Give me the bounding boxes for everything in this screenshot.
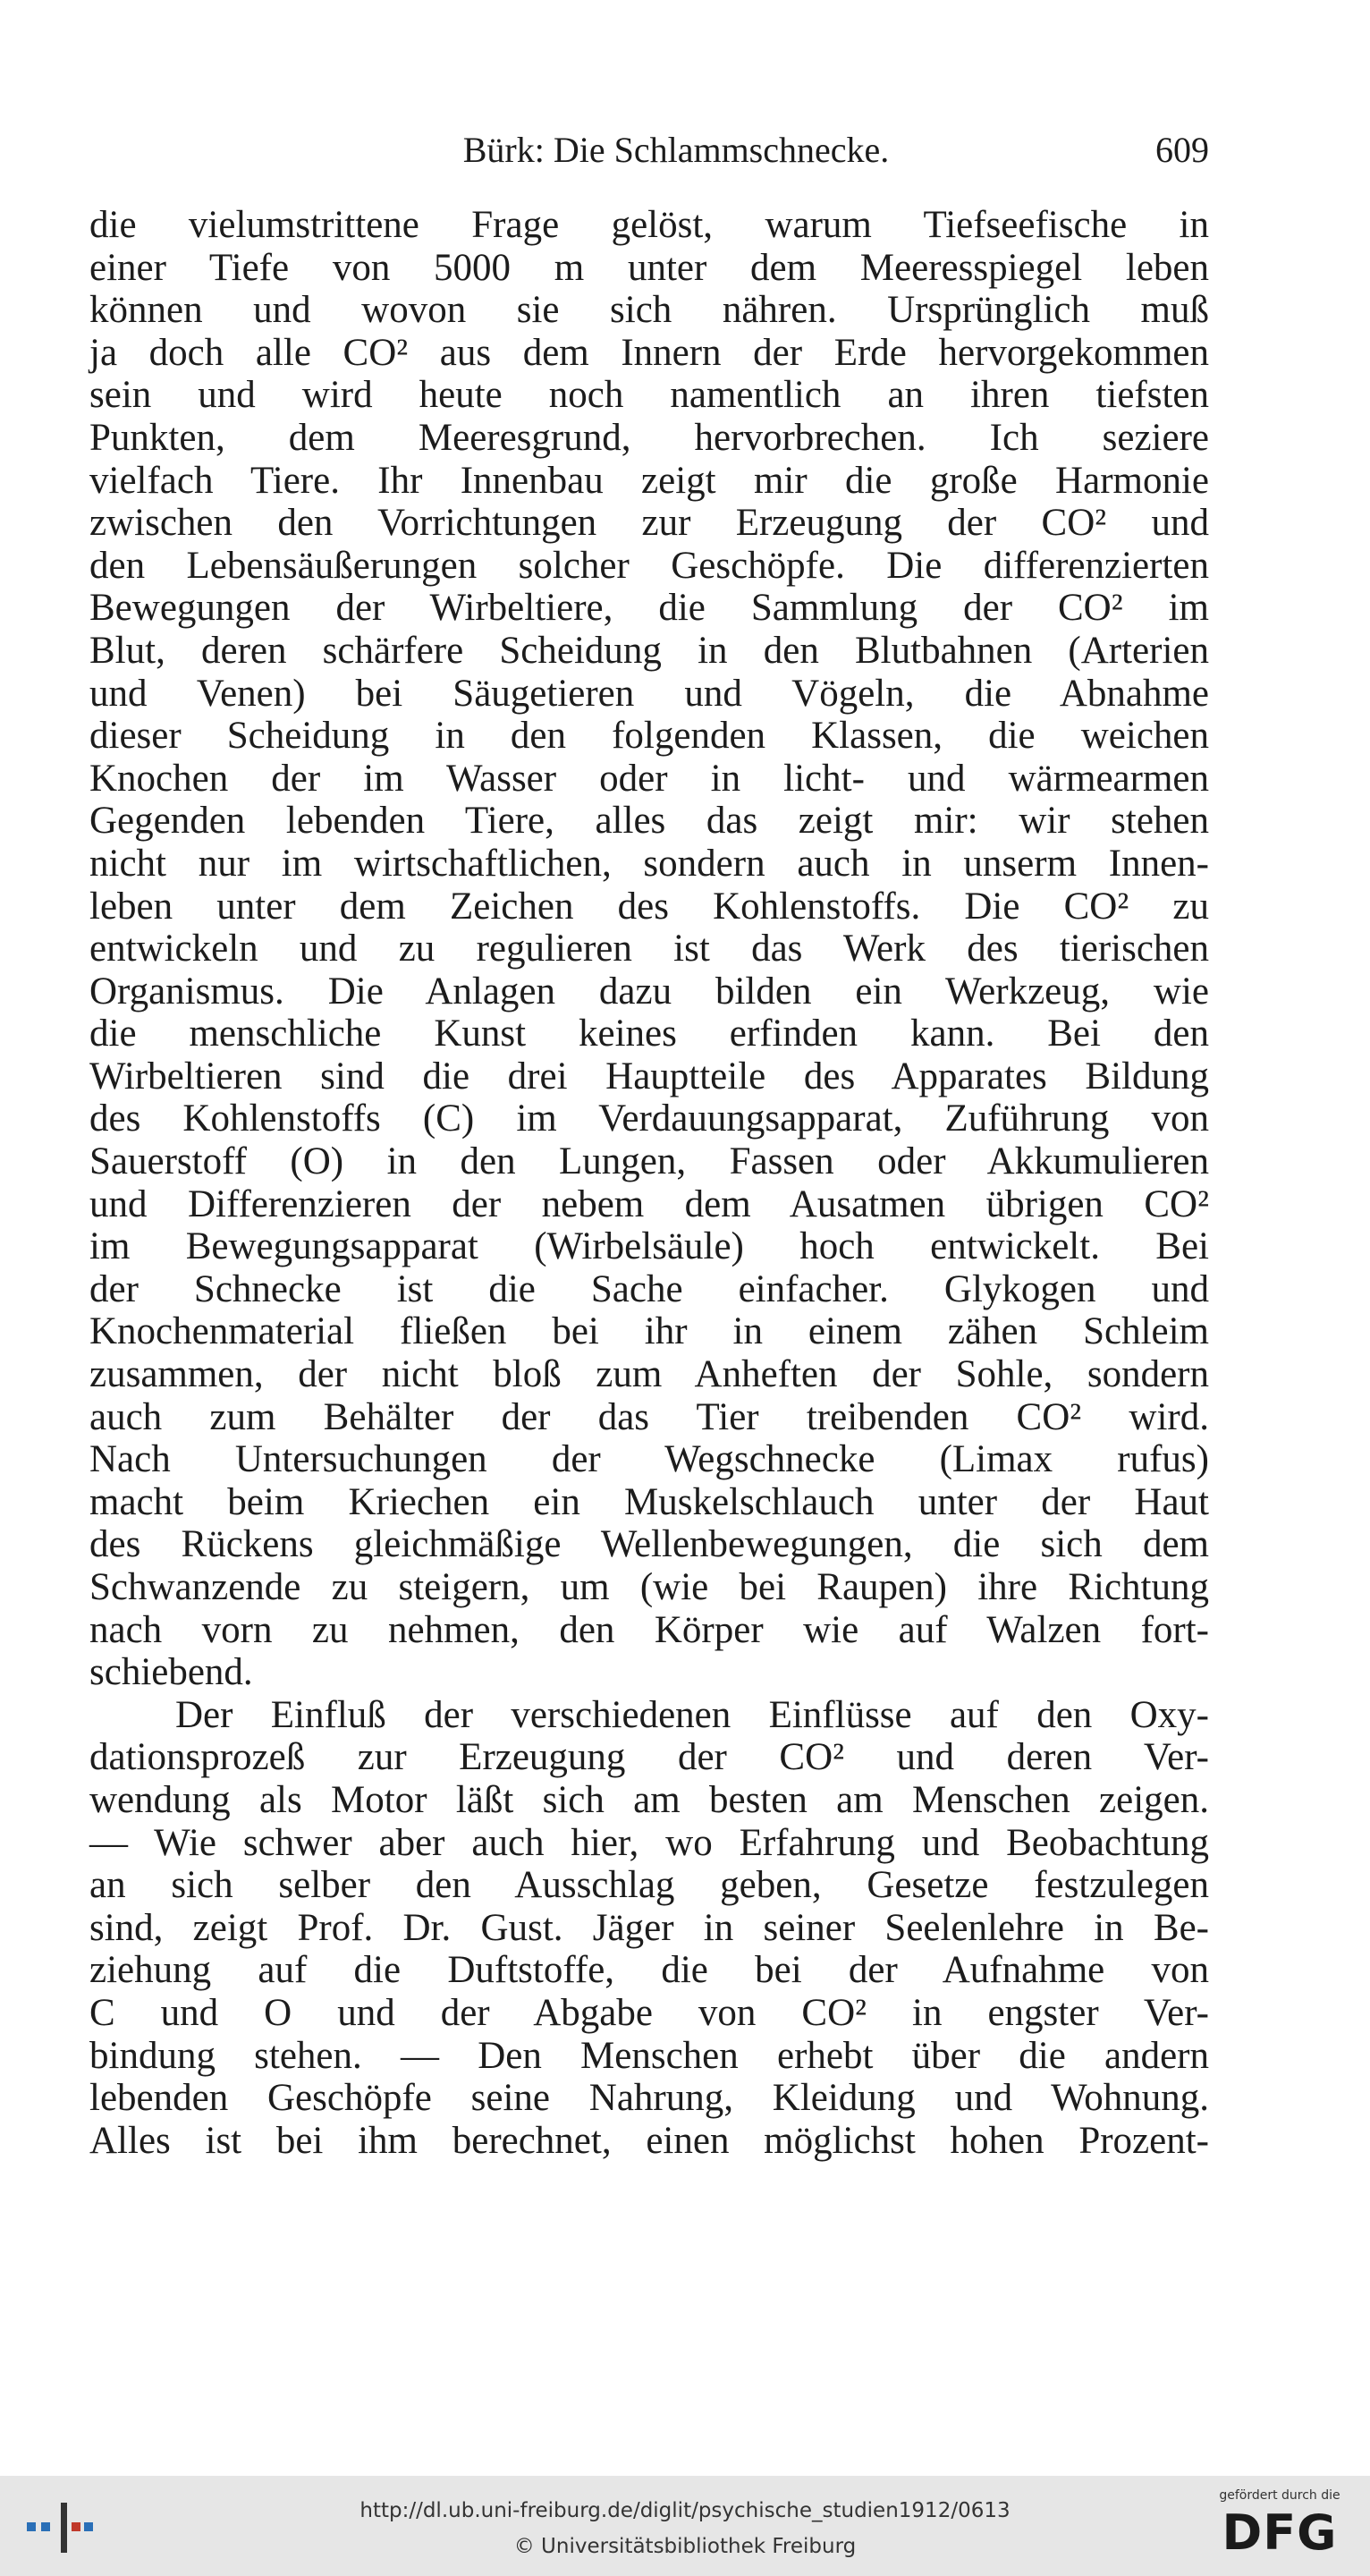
text-line: Alles ist bei ihm berechnet, einen möglichst hohen Prozent- <box>89 2119 1209 2162</box>
text-line: lebenden Geschöpfe seine Nahrung, Kleidung und Wohnung. <box>89 2077 1209 2120</box>
text-line: und Differenzieren der nebem dem Ausatmen übrigen CO² <box>89 1182 1209 1225</box>
text-line: ja doch alle CO² aus dem Innern der Erde hervorgekommen <box>89 331 1209 374</box>
text-line: nach vorn zu nehmen, den Körper wie auf Walzen fort- <box>89 1608 1209 1651</box>
text-line: vielfach Tiere. Ihr Innenbau zeigt mir die große Harmonie <box>89 459 1209 502</box>
text-line: sein und wird heute noch namentlich an ihren tiefsten <box>89 374 1209 417</box>
document-url-link[interactable]: http://dl.ub.uni-freiburg.de/diglit/psychische_studien1912/0613 <box>359 2499 1011 2522</box>
text-line: und Venen) bei Säugetieren und Vögeln, die Abnahme <box>89 672 1209 715</box>
body-text <box>89 204 1209 2162</box>
text-line: an sich selber den Ausschlag geben, Gesetze festzulegen <box>89 1864 1209 1907</box>
text-line: leben unter dem Zeichen des Kohlenstoffs. Die CO² zu <box>89 885 1209 928</box>
text-line: C und O und der Abgabe von CO² in engster Ver- <box>89 1991 1209 2034</box>
text-line: den Lebensäußerungen solcher Geschöpfe. Die differenzierten <box>89 544 1209 587</box>
page-header <box>89 125 1209 175</box>
text-line: Schwanzende zu steigern, um (wie bei Raupen) ihre Richtung <box>89 1566 1209 1608</box>
text-line: — Wie schwer aber auch hier, wo Erfahrung und Beobachtung <box>89 1821 1209 1864</box>
text-line: ziehung auf die Duftstoffe, die bei der Aufnahme von <box>89 1949 1209 1992</box>
text-line: im Bewegungsapparat (Wirbelsäule) hoch entwickelt. Bei <box>89 1225 1209 1268</box>
text-line: Punkten, dem Meeresgrund, hervorbrechen. Ich seziere <box>89 416 1209 459</box>
text-line: können und wovon sie sich nähren. Ursprünglich muß <box>89 289 1209 332</box>
text-line: Nach Untersuchungen der Wegschnecke (Limax rufus) <box>89 1438 1209 1481</box>
text-line: dationsprozeß zur Erzeugung der CO² und deren Ver- <box>89 1736 1209 1779</box>
footer-bar <box>0 2476 1370 2576</box>
page-number: 609 <box>1155 130 1209 170</box>
text-line: auch zum Behälter der das Tier treibenden CO² wird. <box>89 1395 1209 1438</box>
text-line: entwickeln und zu regulieren ist das Werk des tierischen <box>89 928 1209 970</box>
text-line: die vielumstrittene Frage gelöst, warum Tiefseefische in <box>89 204 1209 246</box>
text-line: zusammen, der nicht bloß zum Anheften der Sohle, sondern <box>89 1353 1209 1396</box>
text-line: schiebend. <box>89 1651 253 1694</box>
text-line: Blut, deren schärfere Scheidung in den Blutbahnen (Arterien <box>89 629 1209 672</box>
text-line: Sauerstoff (O) in den Lungen, Fassen oder Akkumulieren <box>89 1140 1209 1183</box>
text-line: Knochen der im Wasser oder in licht- und wärmearmen <box>89 757 1209 800</box>
text-line: des Rückens gleichmäßige Wellenbewegungen, die sich dem <box>89 1523 1209 1566</box>
text-line: Wirbeltieren sind die drei Hauptteile des Apparates Bildung <box>89 1055 1209 1097</box>
text-line: der Schnecke ist die Sache einfacher. Glykogen und <box>89 1267 1209 1310</box>
text-line: Gegenden lebenden Tiere, alles das zeigt mir: wir stehen <box>89 800 1209 843</box>
text-line: wendung als Motor läßt sich am besten am Menschen zeigen. <box>89 1778 1209 1821</box>
text-line: macht beim Kriechen ein Muskelschlauch unter der Haut <box>89 1480 1209 1523</box>
text-line: Knochenmaterial fließen bei ihr in einem zähen Schleim <box>89 1310 1209 1353</box>
dfg-logo: DFG <box>1222 2504 1338 2561</box>
running-title: Bürk: Die Schlammschnecke. <box>462 130 890 170</box>
dfg-funding-label: gefördert durch die <box>1219 2488 1340 2503</box>
text-line: des Kohlenstoffs (C) im Verdauungsapparat, Zuführung von <box>89 1097 1209 1140</box>
text-line: nicht nur im wirtschaftlichen, sondern auch in unserm Innen- <box>89 842 1209 885</box>
text-line: bindung stehen. — Den Menschen erhebt über die andern <box>89 2034 1209 2077</box>
text-line: dieser Scheidung in den folgenden Klassen, die weichen <box>89 715 1209 758</box>
text-line: sind, zeigt Prof. Dr. Gust. Jäger in seiner Seelenlehre in Be- <box>89 1906 1209 1949</box>
text-line: einer Tiefe von 5000 m unter dem Meeresspiegel leben <box>89 246 1209 289</box>
text-line: die menschliche Kunst keines erfinden kann. Bei den <box>89 1013 1209 1055</box>
text-line: zwischen den Vorrichtungen zur Erzeugung der CO² und <box>89 502 1209 545</box>
copyright-notice: © Universitätsbibliothek Freiburg <box>513 2535 857 2558</box>
text-line: Organismus. Die Anlagen dazu bilden ein Werkzeug, wie <box>89 970 1209 1013</box>
text-line: Bewegungen der Wirbeltiere, die Sammlung der CO² im <box>89 587 1209 630</box>
text-line: Der Einfluß der verschiedenen Einflüsse auf den Oxy- <box>175 1693 1209 1736</box>
